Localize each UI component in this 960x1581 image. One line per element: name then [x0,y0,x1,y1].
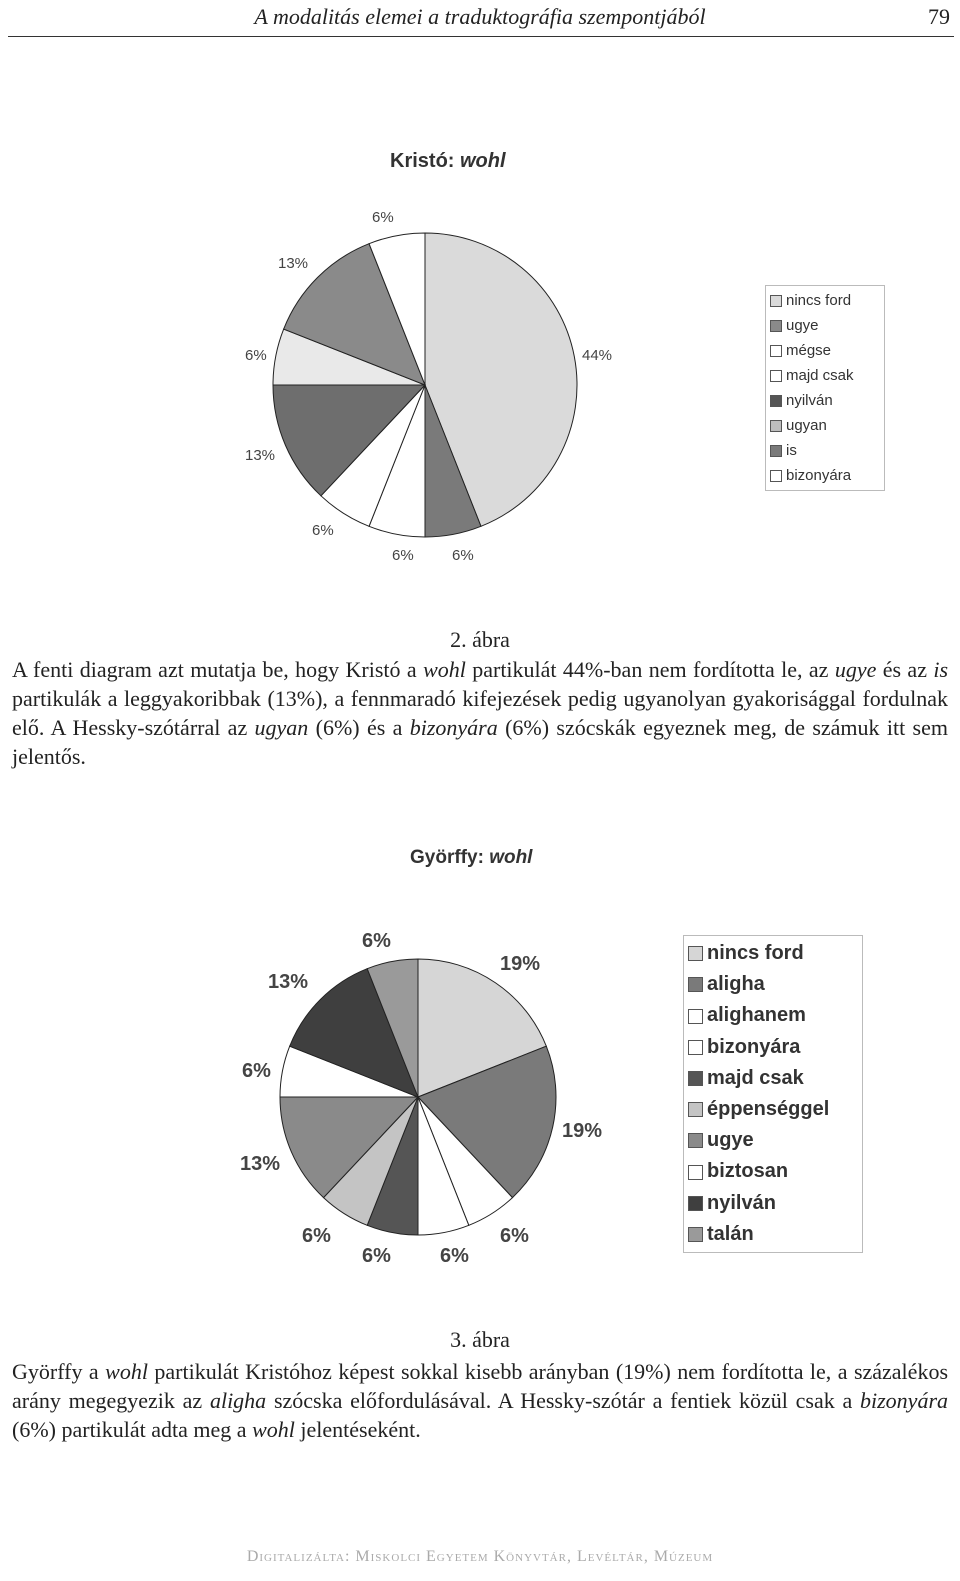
chart2-data-label: 6% [440,1245,469,1267]
figure2-legend-item [688,969,858,1000]
figure2-legend-item [688,1000,858,1031]
paragraph2-run: partikulát Kristóhoz képest sokkal kisebb arányban (19%) nem fordította le, a százalékos arány megegyezik az [12,1359,948,1413]
paragraph1-run: A fenti diagram azt mutatja be, hogy Kristó a [12,657,424,682]
figure2-legend-swatch [688,1040,703,1055]
figure2-legend-label: nincs ford [707,942,804,964]
paragraph1-run: bizonyára [409,715,498,740]
figure2-legend-swatch [688,977,703,992]
figure2-legend-label: talán [707,1222,754,1245]
figure2-legend-label: éppenséggel [707,1098,830,1121]
figure2-legend-item [688,1094,858,1125]
chart1-data-label: 6% [372,209,394,226]
paragraph1-run: ugyan [254,715,309,740]
paragraph2-run: Györffy a [12,1359,106,1384]
digitization-footer: Digitalizálta: Miskolci Egyetem Könyvtár, Levéltár, Múzeum [246,1548,714,1565]
figure2-legend-swatch [688,1133,703,1148]
figure2-legend-item [688,1032,858,1063]
chart1-data-label: 6% [392,547,414,564]
page-number: 79 [928,4,950,29]
figure1-legend-label: ugye [786,317,819,334]
figure2-legend-item [688,1188,858,1219]
figure1-legend-label: ugyan [786,417,827,434]
paragraph1-run: (6%) és a [308,715,410,740]
chart1-title-prefix: Kristó: [390,150,460,172]
chart1-data-label: 6% [452,547,474,564]
figure1-caption: 2. ábra [450,627,510,652]
paragraph1-run: és az [876,657,934,682]
figure1-legend-label: majd csak [786,367,854,384]
figure2-caption: 3. ábra [450,1327,510,1352]
paragraph2-run: szócska előfordulásával. A Hessky-szótár a fentiek közül csak a [266,1388,860,1413]
figure2-legend-item [688,938,858,969]
chart1-data-label: 6% [245,347,267,364]
figure2-legend-swatch [688,1196,703,1211]
figure2-legend-item [688,1063,858,1094]
paragraph2-run: wohl [105,1359,148,1384]
figure1-legend-label: nincs ford [786,292,852,309]
figure2-legend-item [688,1125,858,1156]
chart2-data-label: 6% [362,1245,391,1267]
figure2-legend-label: bizonyára [707,1035,801,1058]
paragraph2-run: aligha [209,1388,267,1413]
paragraph2-run: wohl [252,1417,295,1442]
chart1-data-label: 6% [312,522,334,539]
figure2-legend-swatch [688,1102,703,1117]
paragraph1-run: wohl [423,657,466,682]
paragraph2-run: (6%) partikulát adta meg a [12,1417,253,1442]
figure2-legend-label: nyilván [707,1191,776,1214]
figure2-legend-swatch [688,946,703,961]
running-title: A modalitás elemei a traduktográfia szempontjából [254,4,706,29]
figure1-legend-label: is [786,442,797,459]
chart1-data-label: 44% [582,347,613,364]
chart2-legend [683,935,863,1253]
paragraph-2 [12,1357,948,1444]
chart2-data-label: 6% [362,930,391,952]
chart2-data-label: 6% [302,1225,331,1247]
paragraph1-run: ugye [834,657,877,682]
chart2-data-label: 13% [240,1153,281,1175]
chart1-data-label: 13% [278,255,309,272]
figure2-legend-item [688,1219,858,1250]
figure2-legend-swatch [688,1071,703,1086]
figure2-legend-label: aligha [707,973,765,996]
chart2-title-prefix: Györffy: [410,847,490,868]
figure1-legend-label: mégse [786,342,832,359]
chart2-title-italic: wohl [489,847,533,868]
figure2-legend-label: ugye [707,1129,754,1152]
figure1-legend-label: bizonyára [786,467,852,484]
figure1-legend-label: nyilván [786,392,833,409]
paragraph1-run: is [933,657,949,682]
chart2-data-label: 13% [268,971,309,993]
paragraph1-run: partikulák a leggyakoribbak (13%), a fennmaradó kifejezések pedig ugyanolyan gyakorisággal fordulnak elő. A Hessky-szótárral az [12,686,948,740]
figure2-legend-label: majd csak [707,1066,804,1089]
figure2-legend-label: biztosan [707,1160,789,1183]
figure2-legend-swatch [688,1009,703,1024]
chart2-data-label: 6% [242,1060,271,1082]
chart2-data-label: 19% [500,953,541,975]
chart2-data-label: 6% [500,1225,529,1247]
chart2-data-label: 19% [562,1120,603,1142]
figure2-legend-label: alighanem [707,1004,806,1027]
paragraph2-run: bizonyára [860,1388,948,1413]
paragraph2-run: jelentéseként. [294,1417,421,1442]
paragraph1-run: (6%) szócskák egyeznek meg, de számuk itt sem jelentős. [12,715,948,769]
chart1-data-label: 13% [245,447,276,464]
figure2-legend-swatch [688,1165,703,1180]
figure2-legend-swatch [688,1227,703,1242]
paragraph1-run: partikulát 44%-ban nem fordította le, az [465,657,835,682]
chart1-title-italic: wohl [460,150,506,172]
figure2-legend-item [688,1156,858,1187]
